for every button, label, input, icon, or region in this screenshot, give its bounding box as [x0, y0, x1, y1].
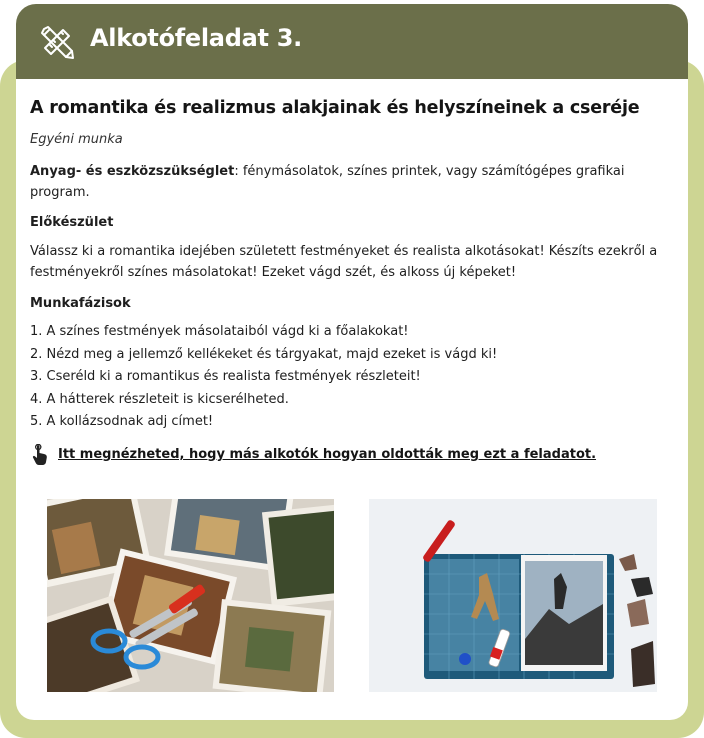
work-mode: Egyéni munka [30, 132, 123, 147]
step-item: 4. A hátterek részleteit is kicserélheted. [30, 391, 289, 407]
materials-label: Anyag- és eszközszükséglet [30, 164, 235, 179]
pointing-hand-icon [30, 444, 50, 466]
step-item: 2. Nézd meg a jellemző kellékeket és tárgyakat, majd ezeket is vágd ki! [30, 346, 498, 362]
card-title: Alkotófeladat 3. [90, 24, 302, 52]
step-item: 5. A kollázsodnak adj címet! [30, 414, 214, 429]
collage-photo [47, 499, 334, 692]
step-item: 3. Cseréld ki a romantikus és realista festmények részleteit! [30, 369, 421, 384]
step-item: 1. A színes festmények másolataiból vágd ki a főalakokat! [30, 324, 409, 339]
steps-list [30, 321, 670, 434]
examples-link-row[interactable] [30, 444, 670, 466]
materials-text: : fénymásolatok, színes printek, vagy számítógépes grafikai program. [30, 164, 625, 200]
card-header [16, 4, 688, 79]
task-title: A romantika és realizmus alakjainak és helyszíneinek a cseréje [30, 98, 640, 118]
examples-link[interactable]: Itt megnézheted, hogy más alkotók hogyan oldották meg ezt a feladatot. [58, 447, 597, 462]
steps-heading: Munkafázisok [30, 296, 131, 311]
task-content [30, 98, 670, 466]
pencil-ruler-icon [36, 21, 78, 63]
prep-text: Válassz ki a romantika idejében született festményeket és realista alkotásokat! Készíts ezekről a festményekről színes másolatokat! Ezeket vágd szét, és alkoss új képeket! [30, 244, 658, 280]
prep-heading: Előkészület [30, 215, 114, 230]
cutting-mat-photo [369, 499, 657, 692]
materials-line [30, 161, 670, 203]
